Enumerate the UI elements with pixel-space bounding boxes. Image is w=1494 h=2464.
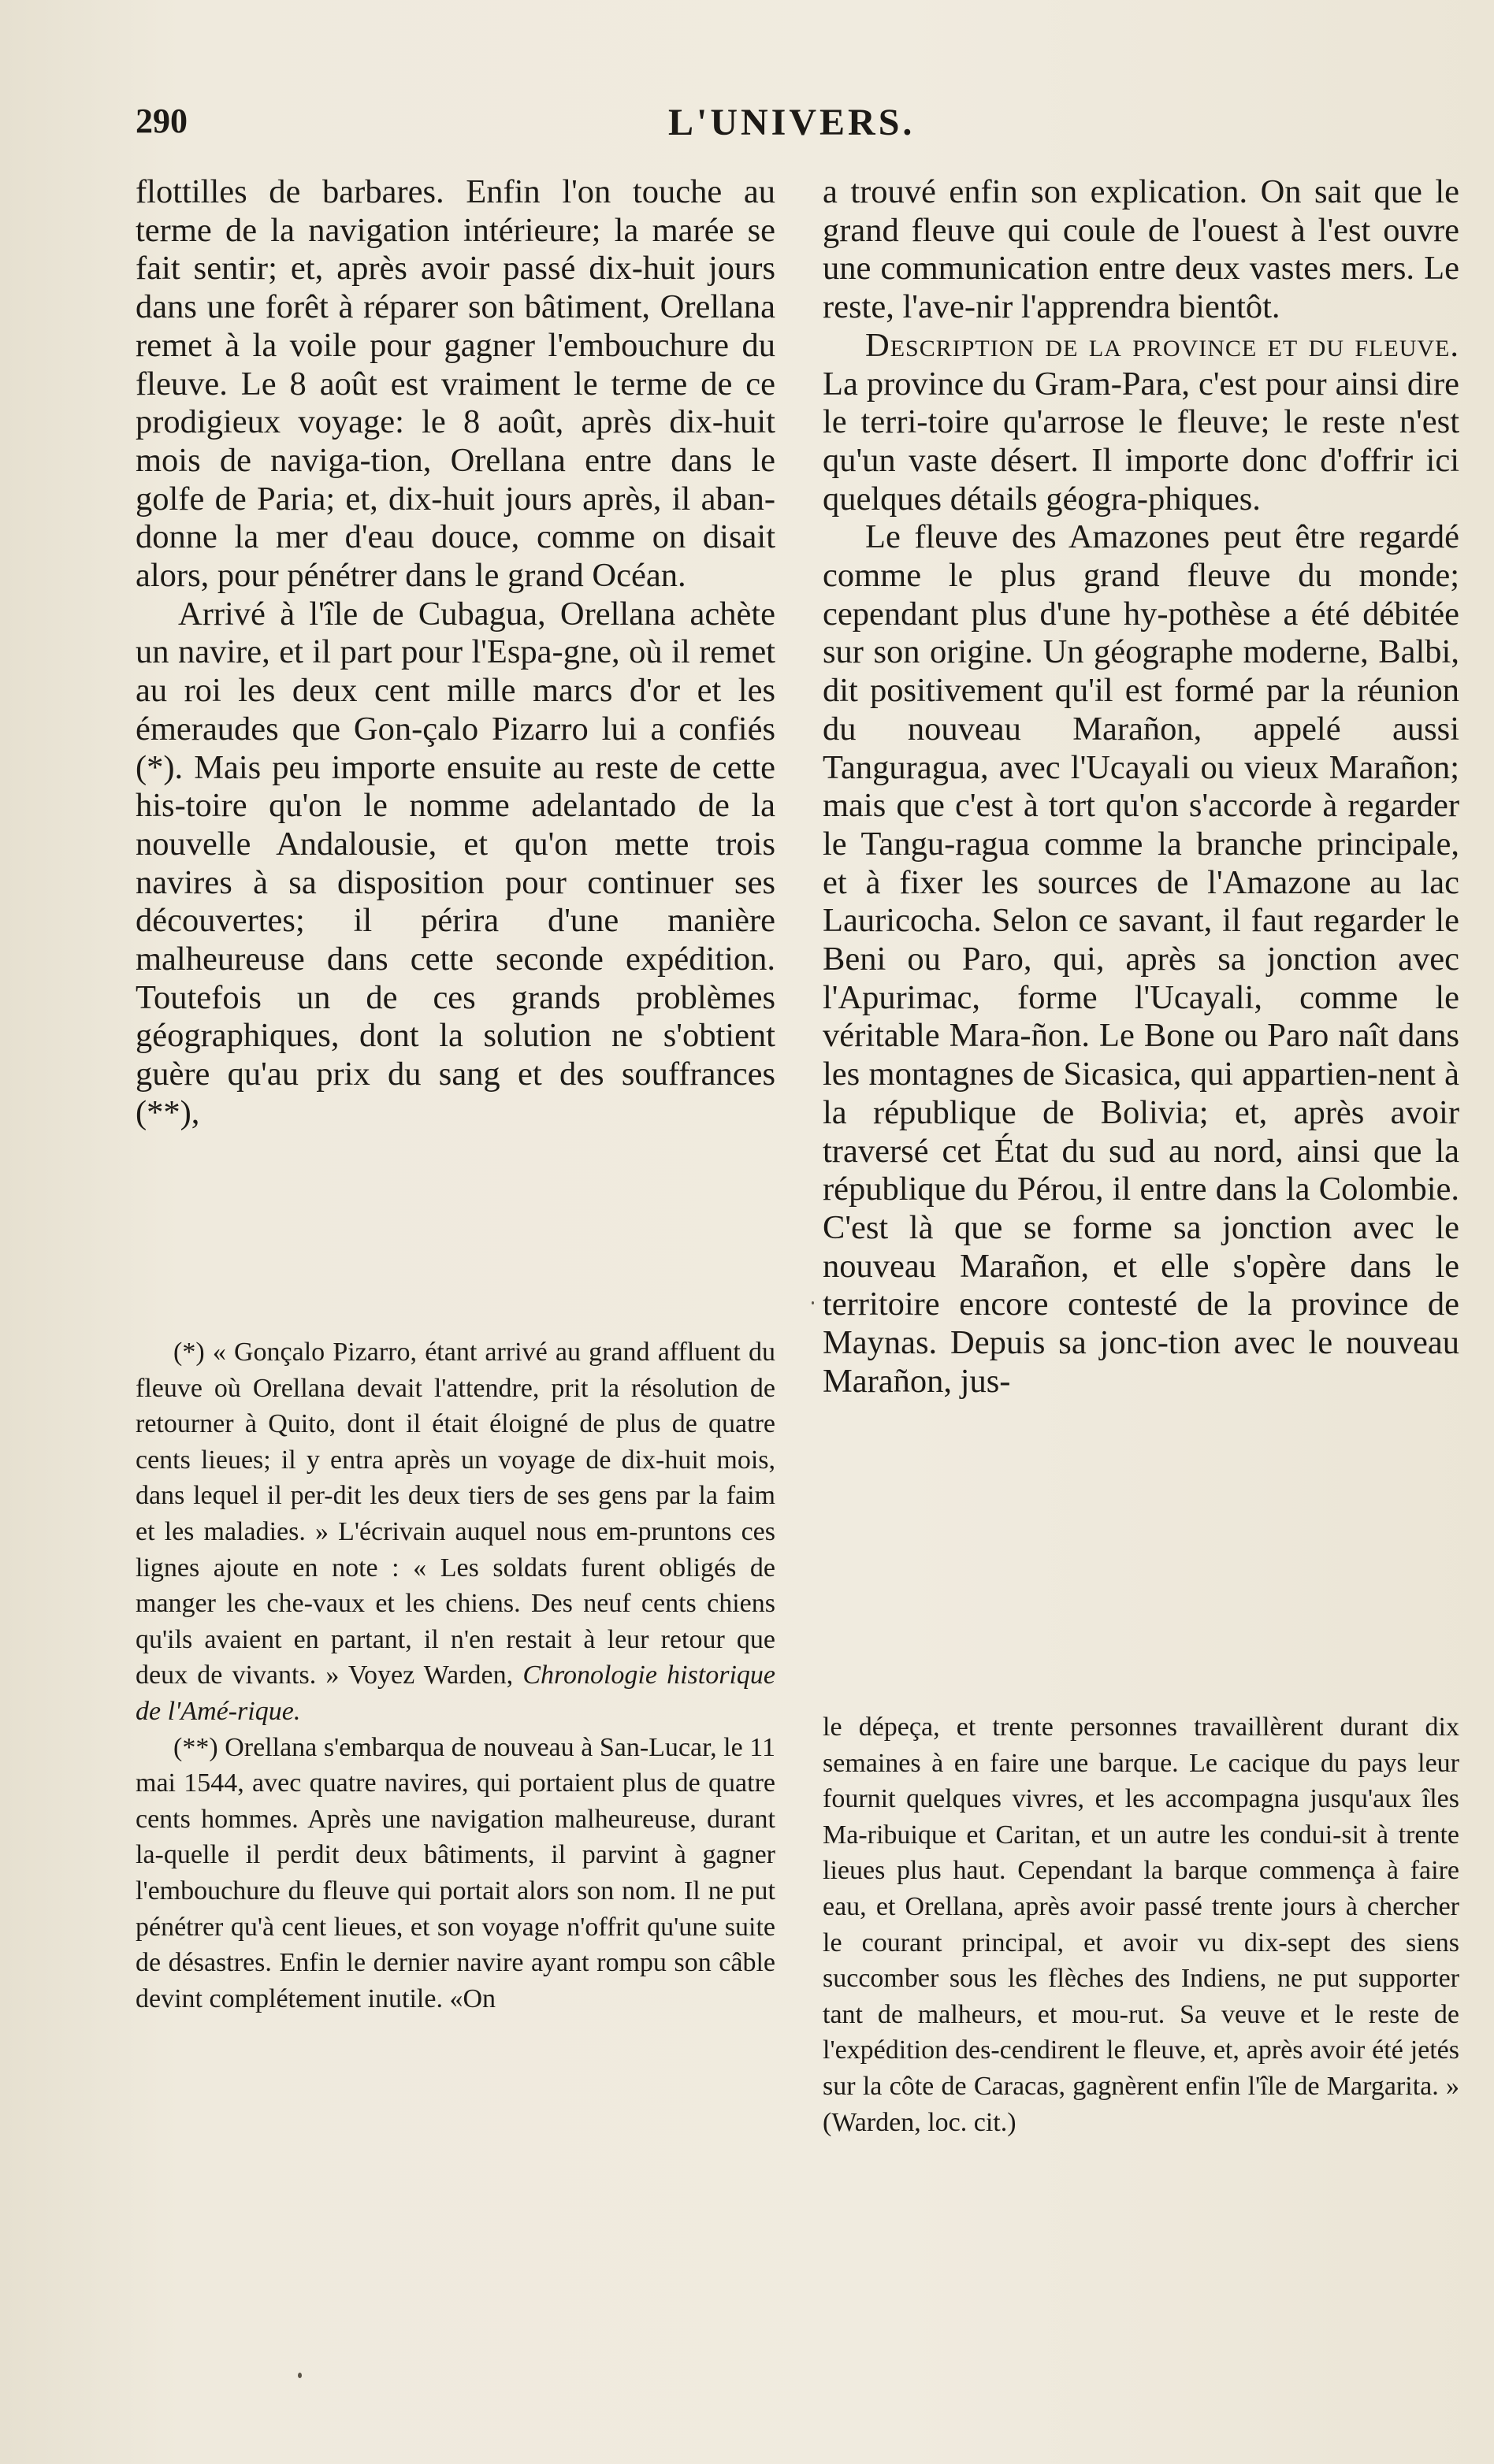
page-number: 290 (136, 102, 188, 140)
right-paragraph-1: a trouvé enfin son explication. On sait que le grand fleuve qui coule de l'ouest à l'est ouvre une communication entre deux vastes mers. Le reste, l'ave-nir l'apprendra bientôt. (823, 173, 1459, 326)
right-paragraph-3: Le fleuve des Amazones peut être regardé comme le plus grand fleuve du monde; cependant plus d'une hy-pothèse a été débitée sur son origine. Un géographe moderne, Balbi, dit positivement qu'il est formé par la réunion du nouveau Marañon, appelé aussi Tanguragua, avec l'Ucayali ou vieux Marañon; mais que c'est à tort qu'on s'accorde à regarder le Tangu-ragua comme la branche principale, et à fixer les sources de l'Amazone au lac Lauricocha. Selon ce savant, il faut regarder le Beni ou Paro, qui, après sa jonction avec l'Apurimac, forme l'Ucayali, comme le véritable Mara-ñon. Le Bone ou Paro naît dans les montagnes de Sicasica, qui appartien-nent à la république de Bolivia; et, après avoir traversé cet État du sud au nord, ainsi que la république du Pérou, il entre dans la Colombie. C'est là que se forme sa jonction avec le nouveau Marañon, et elle s'opère dans le territoire encore contesté de la province de Maynas. Depuis sa jonc-tion avec le nouveau Marañon, jus- (823, 518, 1459, 1400)
left-paragraph-2: Arrivé à l'île de Cubagua, Orellana achète un navire, et il part pour l'Espa-gne, où il remet au roi les deux cent mille marcs d'or et les émeraudes que Gon-çalo Pizarro lui a confiés (*). Mais peu importe ensuite au reste de cette his-toire qu'on le nomme adelantado de la nouvelle Andalousie, et qu'on mette trois navires à sa disposition pour continuer ses découvertes; il périra d'une manière malheureuse dans cette seconde expédition. Toutefois un de ces grands problèmes géographiques, dont la solution ne s'obtient guère qu'au prix du sang et des souffrances (**), (136, 595, 775, 1131)
footnote-2-continued: le dépeça, et trente personnes travaillèrent durant dix semaines à en faire une barque. Le cacique du pays leur fournit quelques vivres, et les accompagna jusqu'aux îles Ma-ribuique et Caritan, et un autre les condui-sit à trente lieues plus haut. Cependant la barque commença à faire eau, et Orellana, après avoir passé trente jours à chercher le courant principal, et avoir vu dix-sept des siens succomber sous les flèches des Indiens, ne put supporter tant de malheurs, et mou-rut. Sa veuve et le reste de l'expédition des-cendirent le fleuve, et, après avoir été jetés sur la côte de Caracas, gagnèrent enfin l'île de Margarita. » (Warden, loc. cit.) (823, 1713, 1459, 2137)
section-heading-text: La province du Gram-Para, c'est pour ainsi dire le terri-toire qu'arrose le fleuve; le reste n'est qu'un vaste désert. Il importe donc d'offrir ici quelques détails géogra-phiques. (823, 365, 1459, 518)
ink-speck (812, 1301, 814, 1304)
left-column (136, 173, 775, 1133)
footnote-1 (136, 1334, 775, 1730)
section-heading: Description de la province et du fleuve. (865, 326, 1459, 364)
footnote-1-title: Chronologie historique de l'Amé-rique. (136, 1661, 775, 1726)
right-paragraph-2 (823, 327, 1459, 519)
ink-speck (298, 2373, 302, 2378)
footnotes-right (823, 1709, 1459, 2140)
footnote-2: (**) Orellana s'embarqua de nouveau à San-Lucar, le 11 mai 1544, avec quatre navires, qui portaient plus de quatre cents hommes. Après une navigation malheureuse, durant la-quelle il perdit deux bâtiments, il parvint à gagner l'embouchure du fleuve qui portait alors son nom. Il ne put pénétrer qu'à cent lieues, et son voyage n'offrit qu'une suite de désastres. Enfin le dernier navire ayant rompu son câble devint complétement inutile. «On (136, 1732, 775, 2013)
right-column (823, 173, 1459, 1401)
left-paragraph-1: flottilles de barbares. Enfin l'on touche au terme de la navigation intérieure; la marée se fait sentir; et, après avoir passé dix-huit jours dans une forêt à réparer son bâtiment, Orellana remet à la voile pour gagner l'embouchure du fleuve. Le 8 août est vraiment le terme de ce prodigieux voyage: le 8 août, après dix-huit mois de naviga-tion, Orellana entre dans le golfe de Paria; et, dix-huit jours après, il aban-donne la mer d'eau douce, comme on disait alors, pour pénétrer dans le grand Océan. (136, 173, 775, 595)
footnotes-left (136, 1334, 775, 2017)
page-header (136, 101, 1459, 148)
footnote-1-text: (*) « Gonçalo Pizarro, étant arrivé au grand affluent du fleuve où Orellana devait l'attendre, prit la résolution de retourner à Quito, dont il était éloigné de plus de quatre cents lieues; il y entra après un voyage de dix-huit mois, dans lequel il per-dit les deux tiers de ses gens par la faim et les maladies. » L'écrivain auquel nous em-pruntons ces lignes ajoute en note : « Les soldats furent obligés de manger les che-vaux et les chiens. Des neuf cents chiens qu'ils avaient en partant, il n'en restait à leur retour que deux de vivants. » Voyez Warden, (136, 1338, 775, 1690)
running-title: L'UNIVERS. (668, 102, 916, 143)
